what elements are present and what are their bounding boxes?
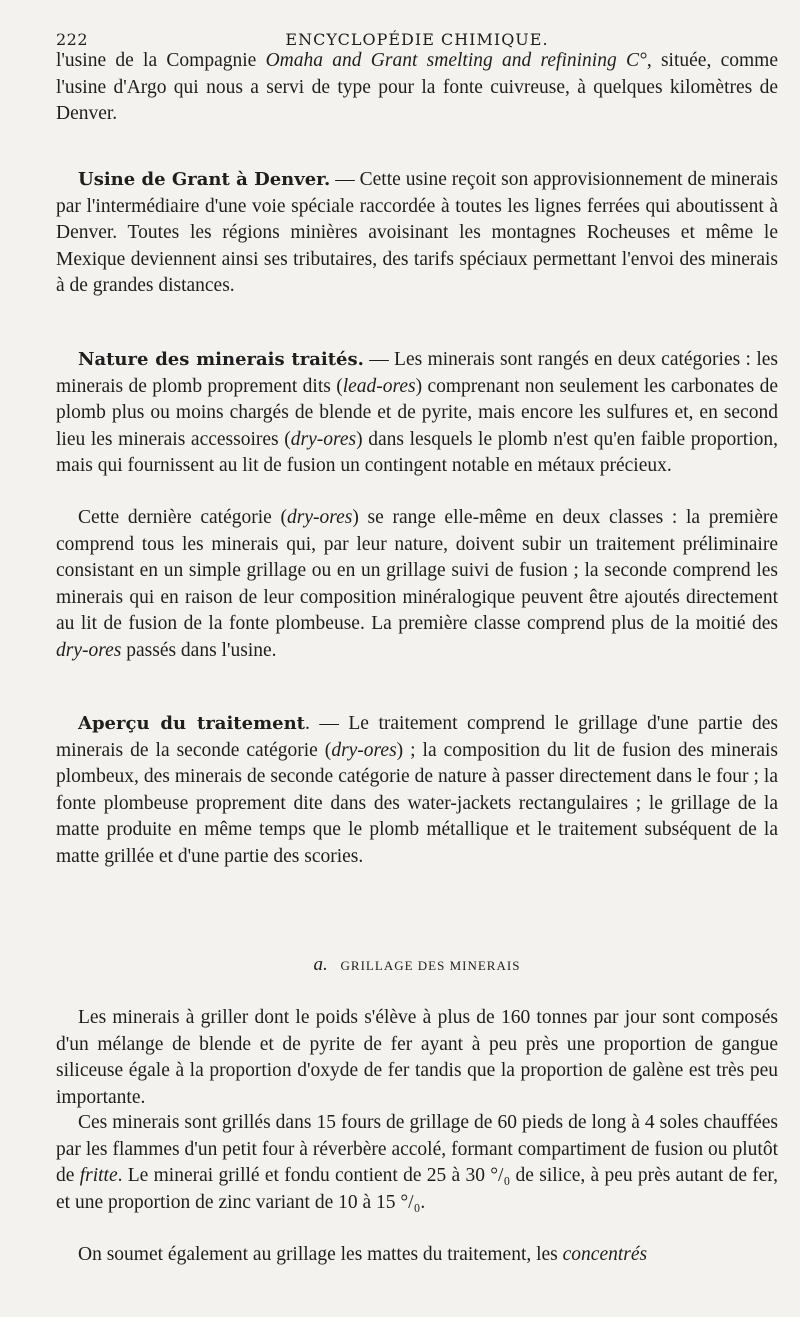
text-run: ) ; la composition du lit de fusion des minerais plombeux, des minerais de seconde catégorie de nature à passer directement dans le four ; la fonte plombeuse proprement dite dans des water-jackets rectangulaires ; le grillage de la matte produite en même temps que le plomb métallique et le traitement subséquent de la matte grillée et d'une partie des scories.	[56, 739, 778, 867]
paragraph-derniere-categorie	[56, 505, 778, 664]
paragraph-intro	[56, 48, 778, 128]
text-run: , située, comme l'usine d'Argo qui nous a servi de type pour la fonte cuivreuse, à quelques kilomètres de Denver.	[56, 50, 778, 124]
term-lead-ores: lead-ores	[342, 375, 416, 397]
page-number: 222	[56, 30, 89, 49]
subsection-title	[56, 954, 778, 976]
section-heading: Nature des minerais traités.	[78, 349, 364, 370]
subsection-text: GRILLAGE DES MINERAIS	[340, 958, 521, 973]
text-run: On soumet également au grillage les mattes du traitement, les	[78, 1244, 563, 1265]
text-run: . Le minerai grillé et fondu contient de 25 à 30 °/₀ de silice, à peu près autant de fer, et une proportion de zinc variant de 10 à 15 °/₀.	[56, 1165, 778, 1213]
text-run: l'usine de la Compagnie	[56, 50, 266, 71]
running-title: ENCYCLOPÉDIE CHIMIQUE.	[285, 30, 549, 49]
term-fritte: fritte	[79, 1165, 118, 1186]
text-run: Les minerais à griller dont le poids s'élève à plus de 160 tonnes par jour sont composés d'un mélange de blende et de pyrite de fer ayant à peu près une proportion de gangue siliceuse égale à la proportion d'oxyde de fer tandis que la proportion de galène est très peu importante.	[56, 1007, 778, 1108]
text-run: Ces minerais sont grillés dans 15 fours de grillage de 60 pieds de long à 4 soles chauffées par les flammes d'un petit four à réverbère accolé, formant compartiment de fusion ou plutôt de	[56, 1112, 778, 1186]
paragraph-mattes	[56, 1242, 778, 1269]
text-run: ) comprenant non seulement les carbonates de plomb plus ou moins chargés de blende et de pyrite, mais encore les sulfures et, en second lieu les minerais accessoires (	[56, 375, 779, 450]
section-heading: Usine de Grant à Denver.	[78, 169, 331, 190]
paragraph-minerais-griller	[56, 1005, 778, 1111]
text-run: — Cette usine reçoit son approvisionnement de minerais par l'intermédiaire d'une voie spéciale raccordée à toutes les lignes ferrées qui aboutissent à Denver. Toutes les régions minières avoisinant les montagnes Rocheuses et même le Mexique deviennent ainsi ses tributaires, des tarifs spéciaux permettant l'envoi des minerais à de grandes distances.	[56, 169, 778, 296]
text-run: ) dans lesquels le plomb n'est qu'en faible proportion, mais qui fournissent au lit de fusion un contingent notable en métaux précieux.	[56, 428, 778, 476]
section-heading: Aperçu du traitement	[78, 713, 305, 734]
term-concentres: concentrés	[562, 1244, 648, 1265]
text-run: . — Le traitement comprend le grillage d'une partie des minerais de la seconde catégorie (	[56, 713, 778, 761]
text-run: — Les minerais sont rangés en deux catégories : les minerais de plomb proprement dits (	[56, 349, 778, 397]
paragraph-nature-minerais	[56, 347, 778, 480]
term-dry-ores: dry-ores	[287, 507, 353, 528]
paragraph-apercu-traitement	[56, 711, 778, 870]
paragraph-usine-grant	[56, 167, 778, 300]
text-run: passés dans l'usine.	[121, 639, 277, 661]
subsection-marker: a.	[313, 954, 328, 975]
term-dry-ores: dry-ores	[290, 428, 357, 450]
text-run: Cette dernière catégorie (	[78, 507, 287, 528]
text-run: ) se range elle-même en deux classes : la première comprend tous les minerais qui, par leur nature, doivent subir un traitement préliminaire consistant en un simple grillage ou en un grillage suivi de fusion ; la seconde comprend les minerais qui en raison de leur composition minéralogique peuvent être ajoutés directement au lit de fusion de la fonte plombeuse. La première classe comprend plus de la moitié des	[56, 507, 778, 634]
term-dry-ores: dry-ores	[56, 639, 122, 661]
term-dry-ores: dry-ores	[331, 739, 397, 761]
company-name: Omaha and Grant smelting and refinining C°	[265, 50, 647, 71]
paragraph-fours-grillage	[56, 1110, 778, 1216]
